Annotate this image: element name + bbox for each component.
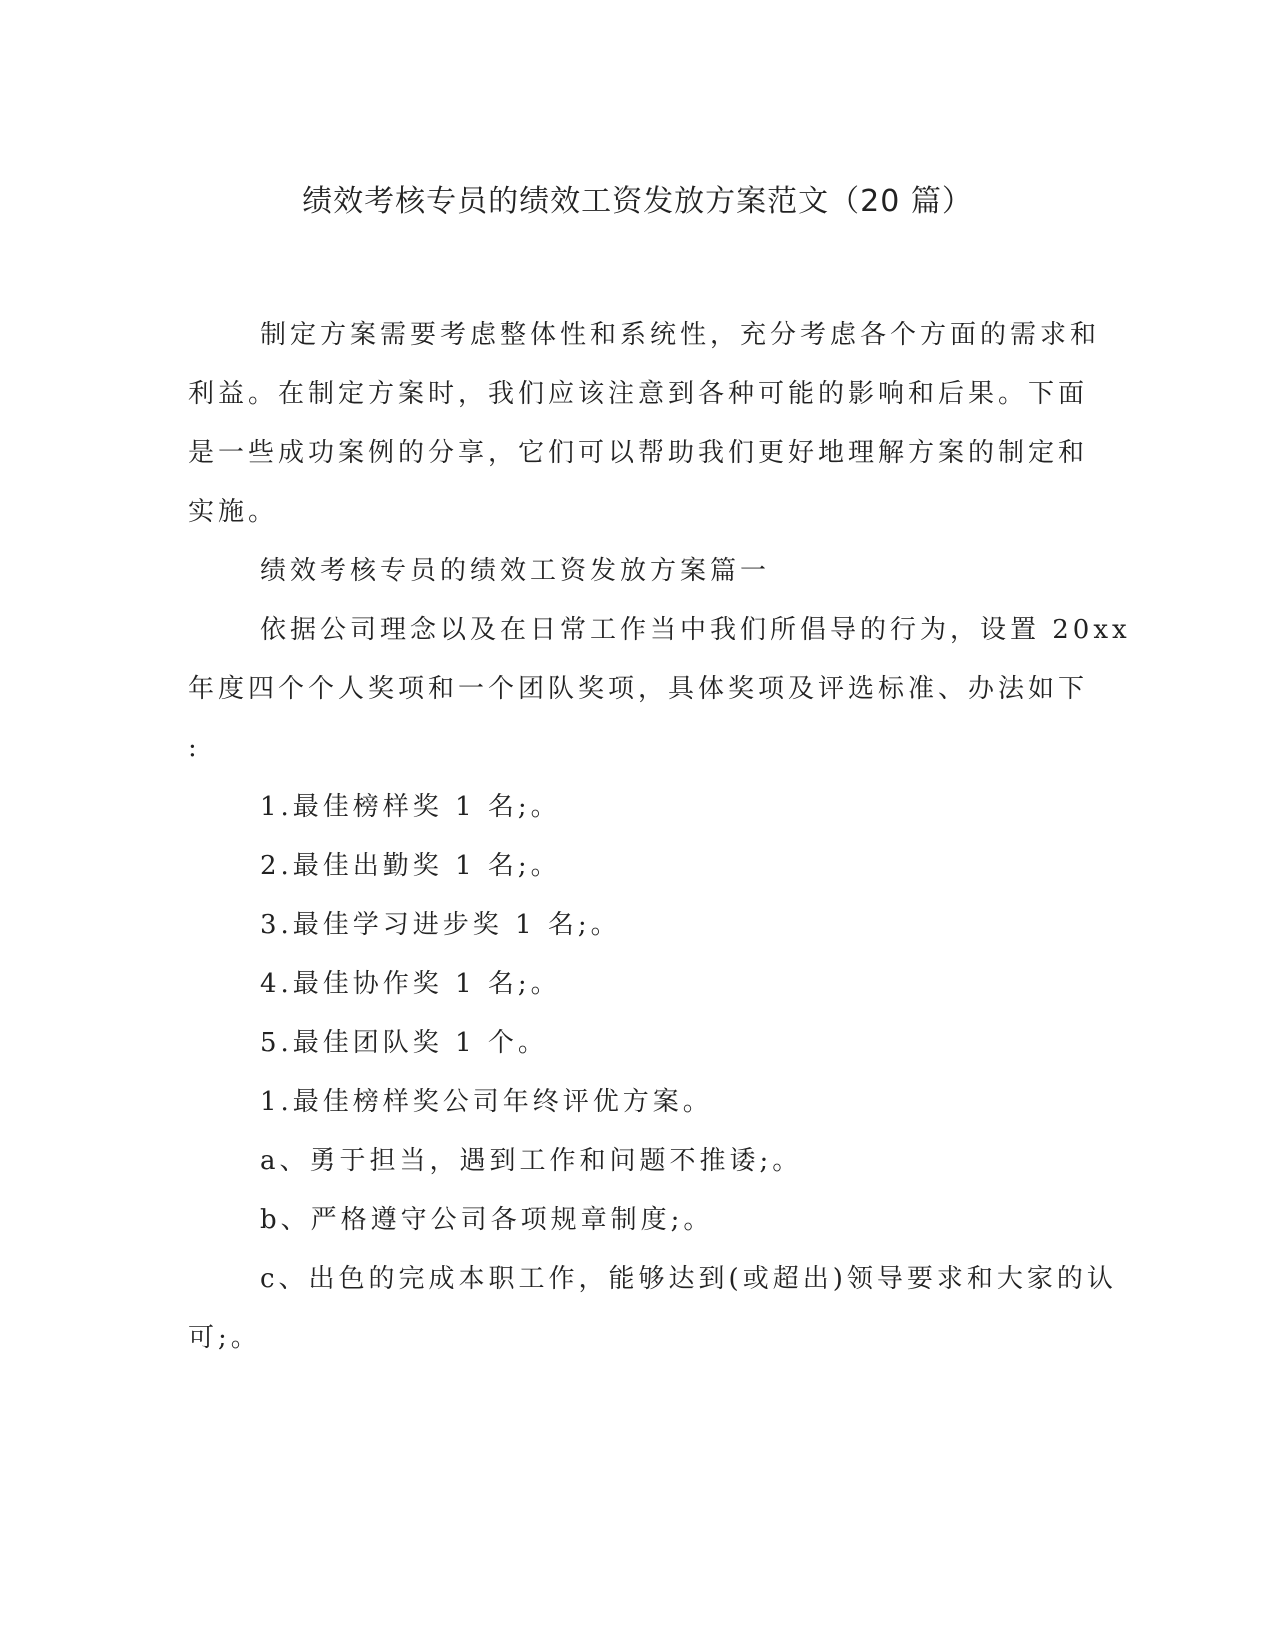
criteria-item-a: a、勇于担当，遇到工作和问题不推诿;。 bbox=[260, 1146, 803, 1176]
intro-line-1: 制定方案需要考虑整体性和系统性，充分考虑各个方面的需求和 bbox=[260, 320, 1101, 350]
para1-line-3: : bbox=[188, 733, 201, 763]
section-heading: 绩效考核专员的绩效工资发放方案篇一 bbox=[260, 556, 771, 586]
intro-line-4: 实施。 bbox=[188, 497, 279, 527]
para1-line-2: 年度四个个人奖项和一个团队奖项，具体奖项及评选标准、办法如下 bbox=[188, 674, 1089, 704]
criteria-item-c: c、出色的完成本职工作，能够达到(或超出)领导要求和大家的认 bbox=[260, 1264, 1117, 1294]
document-title: 绩效考核专员的绩效工资发放方案范文（20 篇） bbox=[302, 184, 973, 219]
intro-line-2: 利益。在制定方案时，我们应该注意到各种可能的影响和后果。下面 bbox=[188, 379, 1089, 409]
award-item-4: 4.最佳协作奖 1 名;。 bbox=[260, 969, 561, 999]
intro-line-3: 是一些成功案例的分享，它们可以帮助我们更好地理解方案的制定和 bbox=[188, 438, 1089, 468]
para1-line-1: 依据公司理念以及在日常工作当中我们所倡导的行为，设置 20xx bbox=[260, 615, 1131, 645]
criteria-item-b: b、严格遵守公司各项规章制度;。 bbox=[260, 1205, 714, 1235]
criteria-item-c-continued: 可;。 bbox=[188, 1323, 261, 1353]
award-item-5: 5.最佳团队奖 1 个。 bbox=[260, 1028, 548, 1058]
award-item-2: 2.最佳出勤奖 1 名;。 bbox=[260, 851, 561, 881]
award-item-3: 3.最佳学习进步奖 1 名;。 bbox=[260, 910, 621, 940]
award-item-1: 1.最佳榜样奖 1 名;。 bbox=[260, 792, 561, 822]
sub-heading: 1.最佳榜样奖公司年终评优方案。 bbox=[260, 1087, 713, 1117]
